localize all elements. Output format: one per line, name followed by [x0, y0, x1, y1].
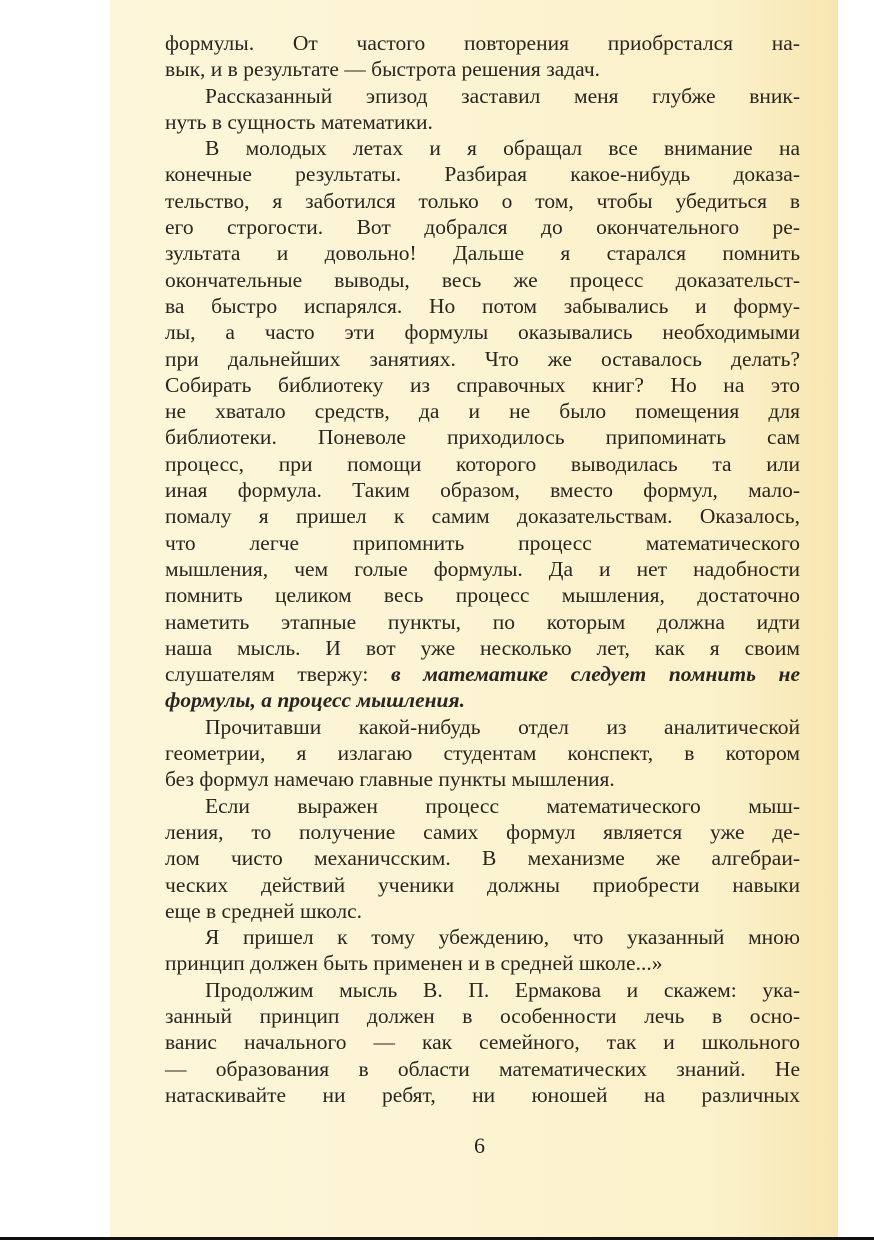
paragraph [165, 714, 800, 793]
text-line: без формул намечаю главные пункты мышления. [165, 767, 615, 792]
page-body-text [165, 30, 800, 1108]
text-line: лы, а часто эти формулы оказывались необходимыми [165, 320, 800, 345]
text-line: Если выражен процесс математического мыш- [205, 793, 800, 818]
text-line: Продолжим мысль В. П. Ермакова и скажем: ука- [205, 977, 800, 1002]
text-line: помалу я пришел к самим доказательствам. Оказалось, [165, 504, 800, 529]
paragraph [165, 793, 800, 924]
text-line: формулы. От частого повторения приобрстался на- [165, 31, 800, 55]
text-line: ческих действий ученики должны приобрести навыки [165, 872, 800, 897]
text-line: его строгости. Вот добрался до окончательного ре- [165, 215, 800, 240]
text-line: геометрии, я излагаю студентам конспект, в котором [165, 741, 800, 766]
paragraph [165, 83, 800, 136]
text-line: помнить целиком весь процесс мышления, достаточно [165, 583, 800, 608]
plain-text: слушателям твержу: [165, 662, 391, 687]
text-line: натаскивайте ни ребят, ни юношей на различных [165, 1082, 800, 1107]
text-line: принцип должен быть применен и в средней школе...» [165, 951, 663, 976]
text-line: лом чисто механичсским. В механизме же алгебраи- [165, 846, 800, 871]
text-line: иная формула. Таким образом, вместо формул, мало- [165, 478, 800, 503]
emphasized-quote: в математике следует помнить не [390, 662, 800, 687]
text-line: процесс, при помощи которого выводилась та или [165, 451, 800, 476]
text-line: Я пришел к тому убеждению, что указанный мною [205, 925, 800, 950]
text-line: конечные результаты. Разбирая какое-нибудь доказа- [165, 162, 800, 187]
text-line: мышления, чем голые формулы. Да и нет надобности [165, 556, 800, 581]
text-line: что легче припомнить процесс математического [165, 530, 800, 555]
text-line: наметить этапные пункты, по которым должна идти [165, 609, 800, 634]
text-line: вык, и в результате — быстрота решения задач. [165, 57, 601, 82]
text-line: В молодых летах и я обращал все внимание на [205, 136, 800, 161]
text-line: занный принцип должен в особенности лечь в осно- [165, 1003, 800, 1028]
text-line: окончательные выводы, весь же процесс доказательст- [165, 267, 800, 292]
text-line: Собирать библиотеку из справочных книг? Но на это [165, 372, 800, 397]
page-number: 6 [474, 1133, 485, 1158]
text-line: наша мысль. И вот уже несколько лет, как я своим [165, 635, 800, 660]
text-line: ления, то получение самих формул является уже де- [165, 819, 800, 844]
emphasized-quote: формулы, а процесс мышления. [165, 688, 465, 713]
paragraph [165, 977, 800, 1108]
text-line: при дальнейших занятиях. Что же оставалось делать? [165, 346, 800, 371]
paragraph [165, 924, 800, 977]
text-line: не хватало средств, да и не было помещения для [165, 399, 800, 424]
text-line: еще в средней школс. [165, 898, 362, 923]
text-line: — образования в области математических знаний. Не [165, 1056, 800, 1081]
text-line: Прочитавши какой-нибудь отдел из аналитической [205, 714, 800, 739]
paragraph [165, 135, 800, 714]
text-line: тельство, я заботился только о том, чтобы убедиться в [165, 188, 800, 213]
text-line: ва быстро испарялся. Но потом забывались и форму- [165, 293, 800, 318]
text-line: библиотеки. Поневоле приходилось припоминать сам [165, 425, 800, 450]
text-line: нуть в сущность математики. [165, 109, 433, 134]
text-line: Рассказанный эпизод заставил меня глубже вник- [205, 83, 800, 108]
text-line-with-emphasis [165, 661, 800, 687]
text-line: зультата и довольно! Дальше я старался помнить [165, 241, 800, 266]
paragraph [165, 30, 800, 83]
text-line-with-emphasis [165, 687, 800, 713]
text-line: ванис начального — как семейного, так и школьного [165, 1030, 800, 1055]
